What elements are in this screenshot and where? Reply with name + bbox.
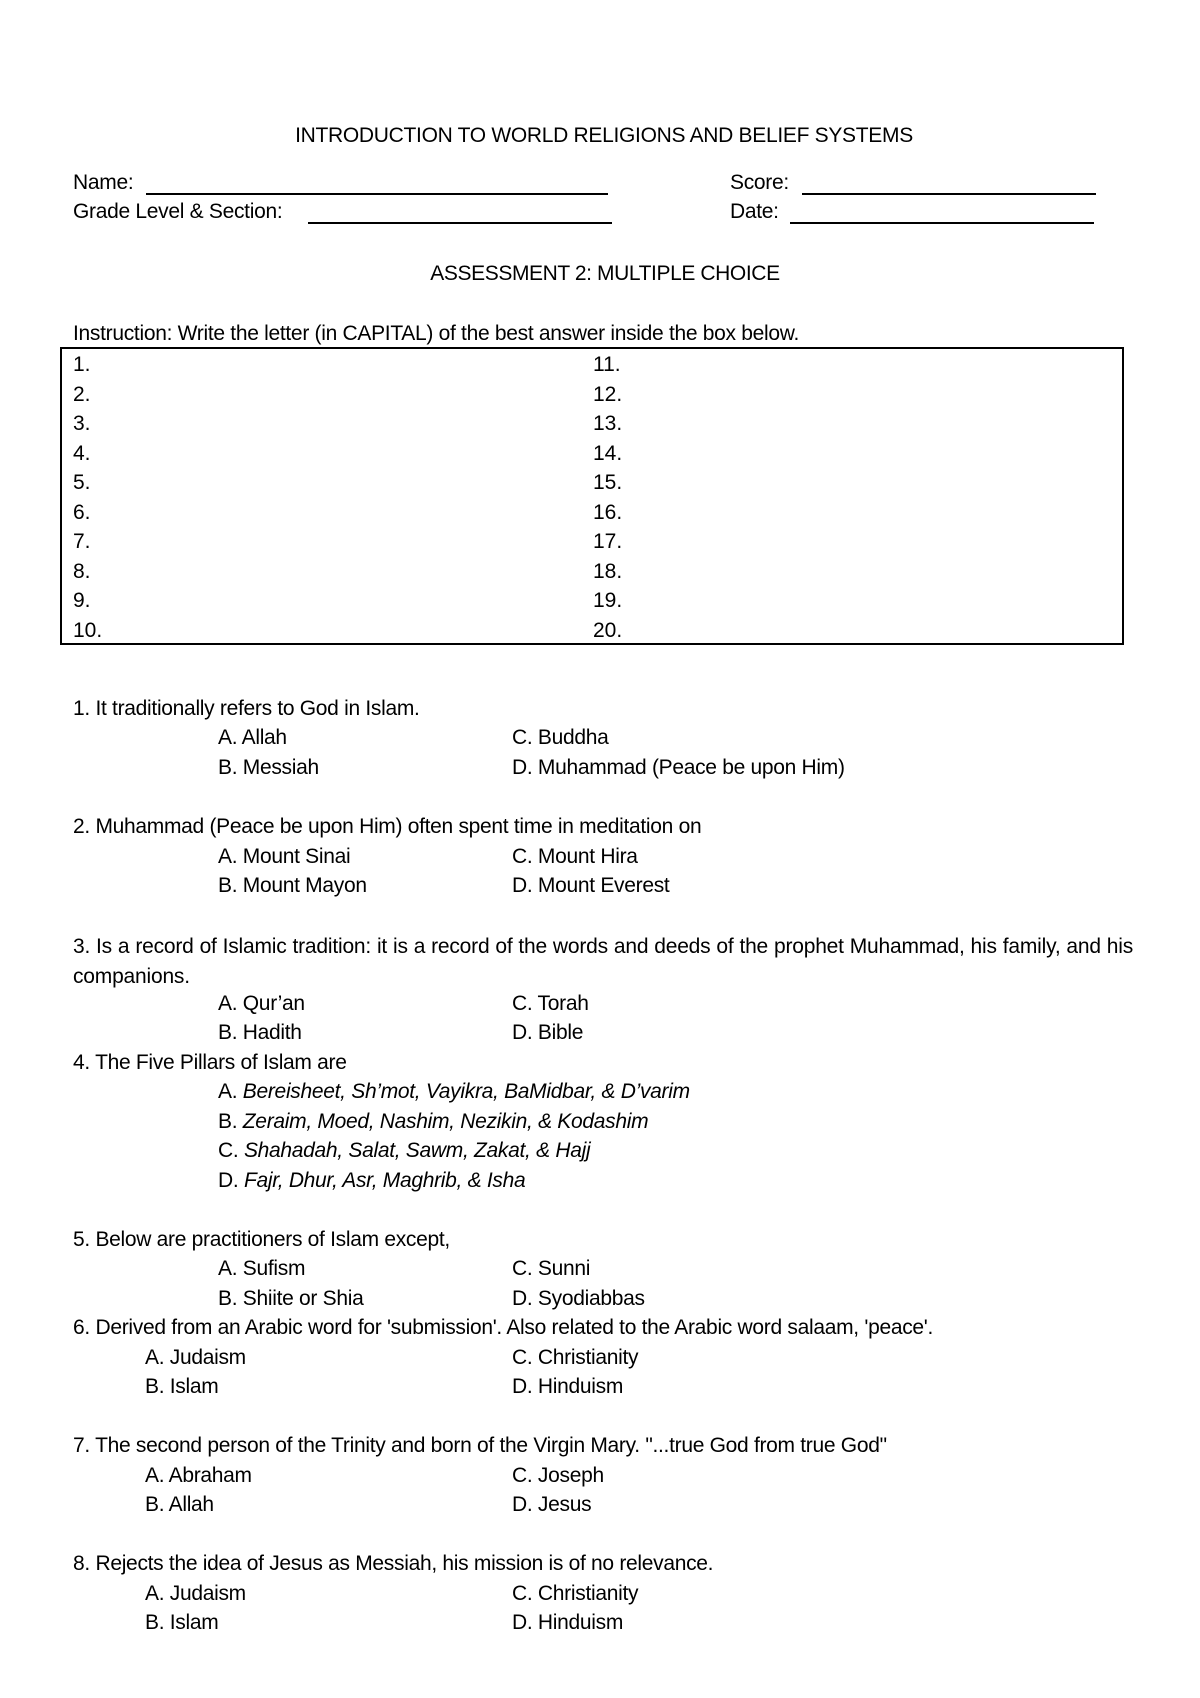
answer-slot[interactable]: 19.: [593, 589, 623, 612]
question-1: 1. It traditionally refers to God in Islam.: [73, 697, 420, 720]
answer-slot[interactable]: 3.: [73, 412, 91, 435]
answer-slot[interactable]: 16.: [593, 501, 623, 524]
question-8: 8. Rejects the idea of Jesus as Messiah, his mission is of no relevance.: [73, 1552, 714, 1575]
option-b: B. Hadith: [218, 1021, 302, 1044]
grade-section-label: Grade Level & Section:: [73, 200, 283, 223]
option-letter: A.: [218, 1080, 243, 1103]
score-label: Score:: [730, 171, 789, 194]
question-6: 6. Derived from an Arabic word for 'submission'. Also related to the Arabic word salaam, 'peace'.: [73, 1316, 934, 1339]
answer-slot[interactable]: 11.: [593, 353, 621, 376]
option-b: [218, 1110, 648, 1134]
option-d: [218, 1169, 525, 1193]
option-c: C. Sunni: [512, 1257, 591, 1280]
answer-slot[interactable]: 17.: [593, 530, 623, 553]
answer-slot[interactable]: 2.: [73, 383, 91, 406]
assessment-title: ASSESSMENT 2: MULTIPLE CHOICE: [430, 262, 780, 285]
option-text: Fajr, Dhur, Asr, Maghrib, & Isha: [243, 1169, 526, 1192]
option-text: Bereisheet, Sh’mot, Vayikra, BaMidbar, & D’varim: [242, 1080, 690, 1103]
option-a: A. Qur’an: [218, 992, 305, 1015]
date-field[interactable]: [790, 222, 1094, 224]
option-letter: C.: [218, 1139, 244, 1162]
answer-slot[interactable]: 12.: [593, 383, 623, 406]
answer-slot[interactable]: 6.: [73, 501, 91, 524]
option-c: C. Joseph: [512, 1464, 604, 1487]
grade-section-field[interactable]: [308, 222, 612, 224]
option-b: B. Islam: [145, 1611, 219, 1634]
answer-slot[interactable]: 1.: [73, 353, 91, 376]
option-text: Shahadah, Salat, Sawm, Zakat, & Hajj: [243, 1139, 591, 1162]
option-a: A. Mount Sinai: [218, 845, 351, 868]
option-a: A. Judaism: [145, 1346, 246, 1369]
answer-slot[interactable]: 7.: [73, 530, 91, 553]
option-c: C. Christianity: [512, 1582, 639, 1605]
option-c: C. Torah: [512, 992, 589, 1015]
answer-slot[interactable]: 14.: [593, 442, 623, 465]
option-b: B. Messiah: [218, 756, 319, 779]
question-3: 3. Is a record of Islamic tradition: it is a record of the words and deeds of the prophet Muhammad, his family, and his companions.: [73, 935, 1133, 988]
option-letter: B.: [218, 1110, 243, 1133]
option-b: B. Shiite or Shia: [218, 1287, 364, 1310]
question-5: 5. Below are practitioners of Islam except,: [73, 1228, 450, 1251]
answer-slot[interactable]: 13.: [593, 412, 623, 435]
option-c: [218, 1139, 590, 1163]
name-field[interactable]: [146, 193, 608, 195]
option-d: D. Syodiabbas: [512, 1287, 645, 1310]
option-b: B. Allah: [145, 1493, 214, 1516]
option-d: D. Mount Everest: [512, 874, 670, 897]
option-text: Zeraim, Moed, Nashim, Nezikin, & Kodashim: [242, 1110, 649, 1133]
option-a: A. Allah: [218, 726, 287, 749]
option-b: B. Mount Mayon: [218, 874, 367, 897]
answer-slot[interactable]: 10.: [73, 619, 103, 642]
option-a: [218, 1080, 690, 1104]
option-d: D. Bible: [512, 1021, 584, 1044]
date-label: Date:: [730, 200, 779, 223]
option-a: A. Judaism: [145, 1582, 246, 1605]
option-b: B. Islam: [145, 1375, 219, 1398]
worksheet-title: INTRODUCTION TO WORLD RELIGIONS AND BELIEF SYSTEMS: [295, 124, 913, 147]
question-2: 2. Muhammad (Peace be upon Him) often spent time in meditation on: [73, 815, 702, 838]
question-7: 7. The second person of the Trinity and born of the Virgin Mary. "...true God from true God": [73, 1434, 887, 1457]
option-d: D. Muhammad (Peace be upon Him): [512, 756, 845, 779]
answer-slot[interactable]: 4.: [73, 442, 91, 465]
answer-slot[interactable]: 5.: [73, 471, 91, 494]
answer-slot[interactable]: 20.: [593, 619, 623, 642]
option-c: C. Buddha: [512, 726, 609, 749]
option-d: D. Jesus: [512, 1493, 592, 1516]
option-a: A. Abraham: [145, 1464, 252, 1487]
answer-slot[interactable]: 18.: [593, 560, 623, 583]
option-d: D. Hinduism: [512, 1375, 624, 1398]
instruction-text: Instruction: Write the letter (in CAPITAL) of the best answer inside the box below.: [73, 322, 800, 345]
name-label: Name:: [73, 171, 134, 194]
option-letter: D.: [218, 1169, 244, 1192]
option-a: A. Sufism: [218, 1257, 306, 1280]
option-d: D. Hinduism: [512, 1611, 624, 1634]
answer-box: [60, 347, 1124, 645]
score-field[interactable]: [802, 193, 1096, 195]
option-c: C. Mount Hira: [512, 845, 638, 868]
answer-slot[interactable]: 8.: [73, 560, 91, 583]
answer-slot[interactable]: 15.: [593, 471, 623, 494]
answer-slot[interactable]: 9.: [73, 589, 91, 612]
option-c: C. Christianity: [512, 1346, 639, 1369]
question-4: 4. The Five Pillars of Islam are: [73, 1051, 347, 1074]
